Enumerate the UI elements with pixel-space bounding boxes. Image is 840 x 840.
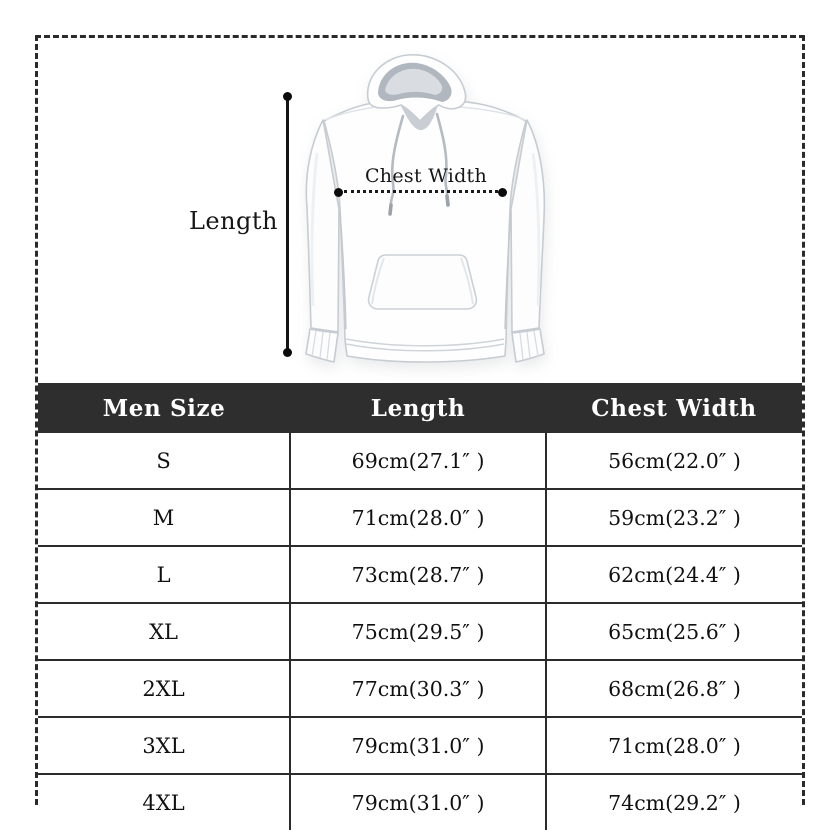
- table-row: [38, 433, 802, 489]
- size-cell: S: [38, 433, 290, 489]
- table-row: [38, 717, 802, 774]
- hoodie-body: [324, 102, 526, 362]
- chest-width-cell: 62cm(24.4″ ): [546, 546, 802, 603]
- length-cell: 77cm(30.3″ ): [290, 660, 546, 717]
- measure-dot-chest-right: [498, 188, 507, 197]
- size-cell: M: [38, 489, 290, 546]
- table-row: [38, 546, 802, 603]
- chest-width-cell: 71cm(28.0″ ): [546, 717, 802, 774]
- table-row: [38, 774, 802, 830]
- chest-width-cell: 68cm(26.8″ ): [546, 660, 802, 717]
- length-cell: 79cm(31.0″ ): [290, 774, 546, 830]
- table-row: [38, 603, 802, 660]
- length-cell: 73cm(28.7″ ): [290, 546, 546, 603]
- drawstring-right-aglet: [447, 196, 448, 205]
- size-cell: 2XL: [38, 660, 290, 717]
- header-men-size: Men Size: [38, 383, 290, 433]
- length-cell: 75cm(29.5″ ): [290, 603, 546, 660]
- hoodie-illustration: [280, 48, 570, 373]
- size-cell: 3XL: [38, 717, 290, 774]
- length-cell: 69cm(27.1″ ): [290, 433, 546, 489]
- chest-width-cell: 74cm(29.2″ ): [546, 774, 802, 830]
- table-row: [38, 489, 802, 546]
- header-chest-width: Chest Width: [546, 383, 802, 433]
- size-cell: XL: [38, 603, 290, 660]
- chest-width-cell: 56cm(22.0″ ): [546, 433, 802, 489]
- size-cell: L: [38, 546, 290, 603]
- table-row: [38, 660, 802, 717]
- measure-dot-length-top: [283, 92, 292, 101]
- length-measure-line: [286, 96, 289, 353]
- measure-dot-chest-left: [334, 188, 343, 197]
- size-table-header-row: [38, 383, 802, 433]
- length-cell: 79cm(31.0″ ): [290, 717, 546, 774]
- drawstring-left-aglet: [390, 205, 391, 214]
- kangaroo-pocket: [369, 255, 477, 309]
- size-table-body: [38, 433, 802, 830]
- length-label: Length: [188, 207, 278, 235]
- length-cell: 71cm(28.0″ ): [290, 489, 546, 546]
- size-table: [38, 383, 802, 830]
- chest-width-cell: 59cm(23.2″ ): [546, 489, 802, 546]
- size-cell: 4XL: [38, 774, 290, 830]
- chest-width-measure-line: [344, 190, 498, 193]
- chest-width-label: Chest Width: [364, 165, 488, 187]
- measure-dot-length-bottom: [283, 348, 292, 357]
- chest-width-cell: 65cm(25.6″ ): [546, 603, 802, 660]
- header-length: Length: [290, 383, 546, 433]
